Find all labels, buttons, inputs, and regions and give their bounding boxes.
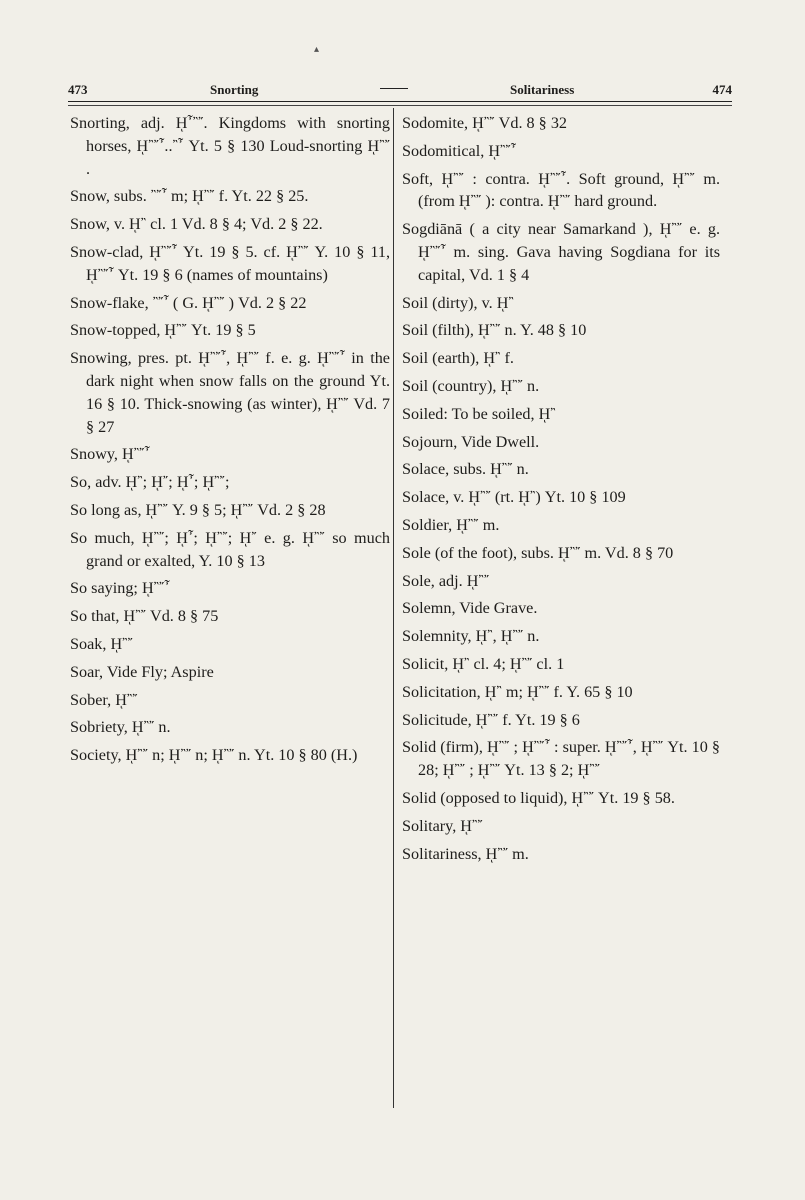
header-rule-thin — [68, 105, 732, 106]
dictionary-entry: Sobriety, ῌ῍῎ n. — [70, 718, 171, 737]
dictionary-entry: So, adv. ῌ῍; ῌ῎; ῌ῏; ῌ῍῎; — [70, 473, 230, 492]
running-title-right: Solitariness — [510, 82, 575, 97]
dictionary-entry: Sogdiānā ( a city near Samarkand ), ῌ῍῎ e. g. ῌ῍῎῏ m. sing. Gava having Sogdiana for its capital, Vd. 1 § 4 — [402, 220, 720, 284]
dictionary-entry: Soil (country), ῌ῍῎ n. — [402, 376, 540, 395]
dictionary-entry: So much, ῌ῍῎; ῌ῏; ῌ῍῎; ῌ῎ e. g. ῌ῍῎ so much grand or exalted, Y. 10 § 13 — [70, 528, 390, 570]
dictionary-entry: Solicitation, ῌ῍ m; ῌ῍῎ f. Y. 65 § 10 — [402, 682, 633, 701]
dictionary-entry: Solemnity, ῌ῍, ῌ῍῎ n. — [402, 627, 540, 646]
dictionary-entry: Solicitude, ῌ῍῎ f. Yt. 19 § 6 — [402, 710, 580, 729]
dictionary-entry: Solicit, ῌ῍ cl. 4; ῌ῍῎ cl. 1 — [402, 654, 565, 673]
dictionary-entry: Snow-clad, ῌ῍῎῏ Yt. 19 § 5. cf. ῌ῍῎ Y. 10 § 11, ῌ῍῎῏ Yt. 19 § 6 (names of mountains) — [70, 242, 390, 284]
page-number-left: 473 — [68, 82, 88, 97]
dictionary-entry: Sojourn, Vide Dwell. — [402, 432, 540, 451]
dictionary-entry: Snowing, pres. pt. ῌ῍῎῏, ῌ῍῎ f. e. g. ῌ῍῎῏ in the dark night when snow falls on the ground Yt. 16 § 10. Thick-snowing (as winter), ῌ῍῎ Vd. 7 § 27 — [70, 349, 390, 436]
dictionary-entry: Solace, subs. ῌ῍῎ n. — [402, 460, 529, 479]
dictionary-entry: So that, ῌ῍῎ Vd. 8 § 75 — [70, 607, 219, 626]
dictionary-entry: Soft, ῌ῍῎ : contra. ῌ῍῎῏. Soft ground, ῌ῍῎ m. (from ῌ῍῎ ): contra. ῌ῍῎ hard ground. — [402, 169, 720, 211]
dictionary-entry: Sole (of the foot), subs. ῌ῍῎ m. Vd. 8 § 70 — [402, 543, 674, 562]
dictionary-entry: Snowy, ῌ῍῎῏ — [70, 445, 150, 464]
dictionary-entry: Soar, Vide Fly; Aspire — [70, 662, 214, 681]
dictionary-entry: Sodomite, ῌ῍῎ Vd. 8 § 32 — [402, 114, 568, 132]
dictionary-entry: Solitariness, ῌ῍῎ m. — [402, 844, 529, 863]
dictionary-entry: So saying; ῌ῍῎῏ — [70, 579, 170, 598]
dictionary-entry: Snow, subs. ῍῎῏ m; ῌ῍῎ f. Yt. 22 § 25. — [70, 187, 309, 206]
dictionary-entry: Snow-topped, ῌ῍῎ Yt. 19 § 5 — [70, 321, 256, 340]
header-dash — [380, 88, 408, 89]
dictionary-entry: Sole, adj. ῌ῍῎ — [402, 571, 490, 590]
dictionary-entry: Snow, v. ῌ῍ cl. 1 Vd. 8 § 4; Vd. 2 § 22. — [70, 215, 323, 234]
dictionary-entry: Sodomitical, ῌ῍῎῏ — [402, 141, 517, 160]
dictionary-entry: Solitary, ῌ῍῎ — [402, 816, 483, 835]
dictionary-entry: Society, ῌ῍῎ n; ῌ῍῎ n; ῌ῍῎ n. Yt. 10 § 80 (H.) — [70, 746, 358, 765]
dictionary-entry: Solemn, Vide Grave. — [402, 599, 538, 618]
left-column — [70, 112, 390, 772]
dictionary-entry: Soiled: To be soiled, ῌ῍ — [402, 404, 556, 423]
page-number-right: 474 — [712, 82, 732, 97]
dictionary-entry: Snorting, adj. ῌ῏῍῎. Kingdoms with snorting horses, ῌ῍῎῏..῍῏ Yt. 5 § 130 Loud-snorting ῌ῍῎ . — [70, 114, 390, 178]
dictionary-entry: Sober, ῌ῍῎ — [70, 690, 138, 709]
dictionary-entry: Soil (earth), ῌ῍ f. — [402, 349, 514, 368]
dictionary-entry: Soak, ῌ῍῎ — [70, 634, 133, 653]
speck-mark: ▴ — [314, 44, 320, 55]
right-column — [402, 112, 720, 870]
running-title-left: Snorting — [210, 82, 259, 97]
page-header — [68, 78, 732, 100]
dictionary-entry: Soil (filth), ῌ῍῎ n. Y. 48 § 10 — [402, 321, 587, 340]
dictionary-entry: Soil (dirty), v. ῌ῍ — [402, 293, 514, 312]
dictionary-entry: Solid (firm), ῌ῍῎ ; ῌ῍῎῏ : super. ῌ῍῎῏, ῌ῍῎ Yt. 10 § 28; ῌ῍῎ ; ῌ῍῎ Yt. 13 § 2; ῌ῍῎ — [402, 738, 720, 780]
header-rule — [68, 101, 732, 102]
dictionary-entry: Soldier, ῌ῍῎ m. — [402, 515, 500, 534]
dictionary-entry: Solace, v. ῌ῍῎ (rt. ῌ῍) Yt. 10 § 109 — [402, 488, 626, 507]
dictionary-entry: Snow-flake, ῍῎῏ ( G. ῌ῍῎ ) Vd. 2 § 22 — [70, 293, 307, 312]
dictionary-entry: Solid (opposed to liquid), ῌ῍῎ Yt. 19 § 58. — [402, 788, 675, 807]
dictionary-entry: So long as, ῌ῍῎ Y. 9 § 5; ῌ῍῎ Vd. 2 § 28 — [70, 500, 326, 519]
column-divider — [393, 108, 394, 1108]
